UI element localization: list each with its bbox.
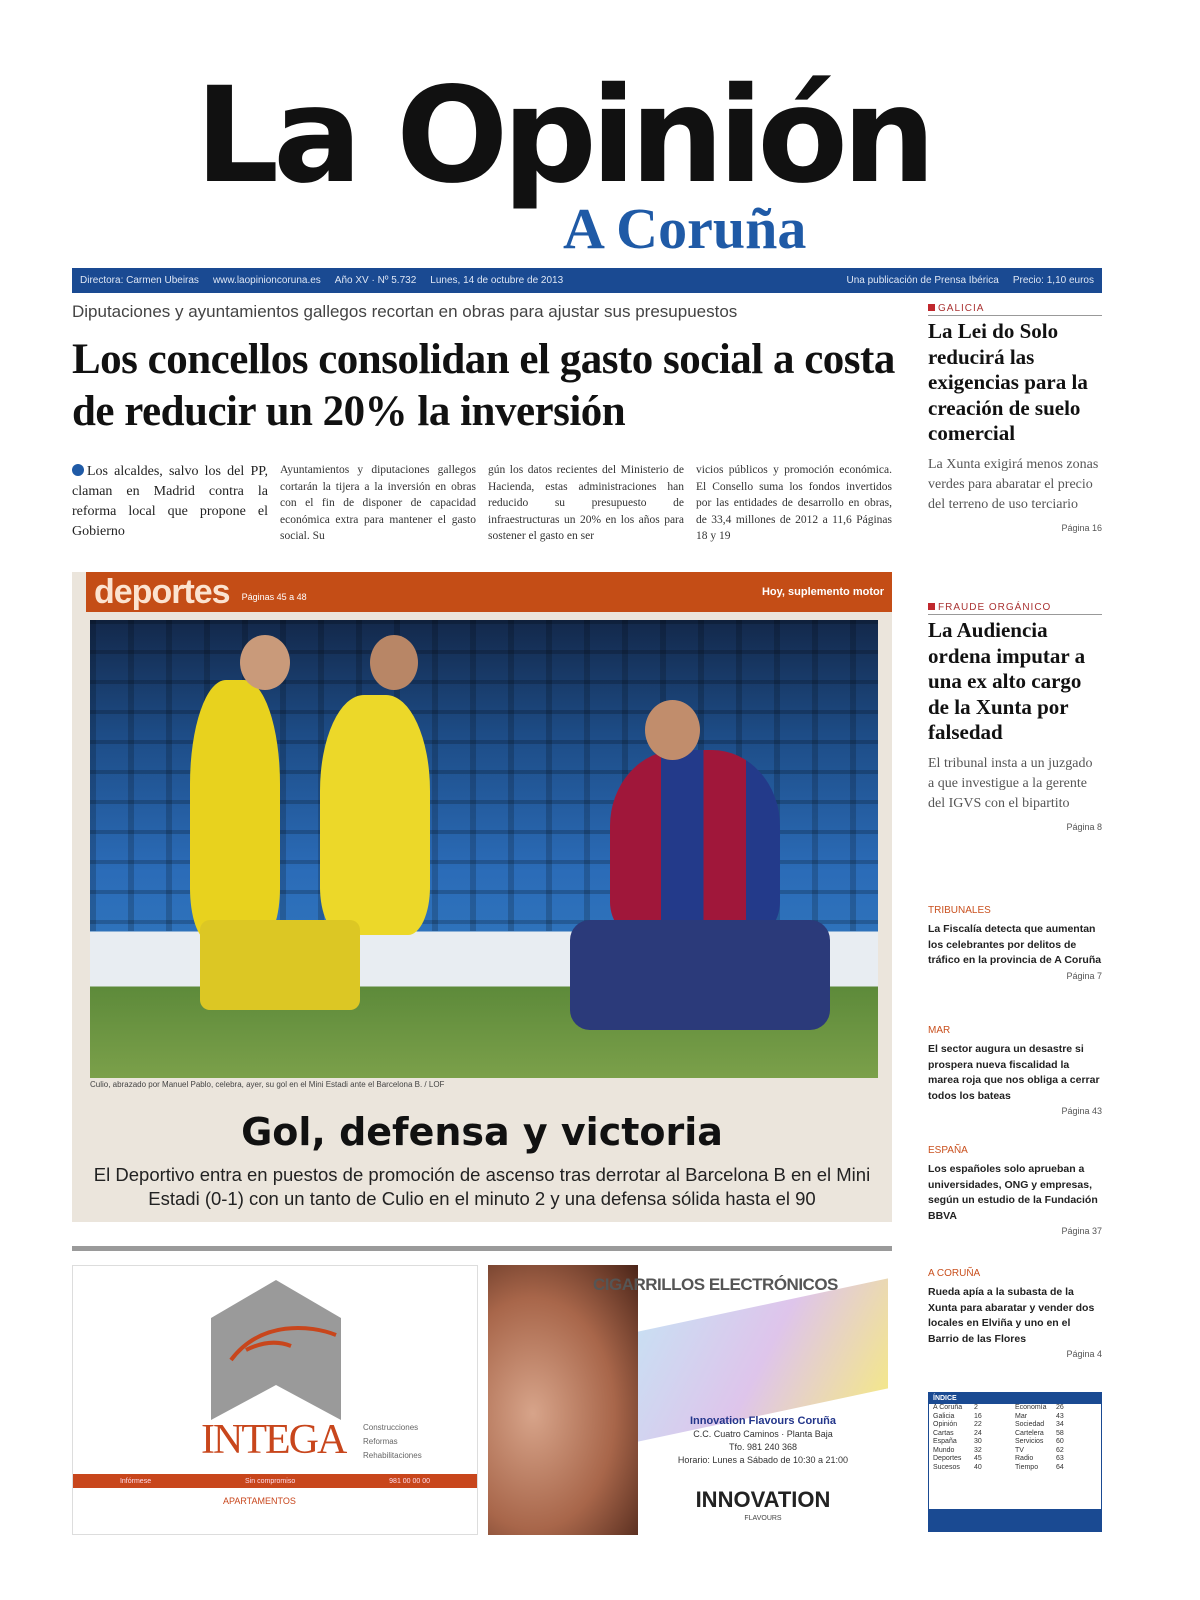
story-summary: El tribunal insta a un juzgado a que investigue a la gerente del IGVS con el bipartito	[928, 755, 1093, 811]
index-cell: 34	[1056, 1421, 1064, 1428]
ad-brand: INNOVATION	[695, 1487, 831, 1512]
index-cell: Servicios	[1015, 1438, 1044, 1445]
index-cell: Cartelera	[1015, 1429, 1044, 1437]
index-cell: Mar	[1015, 1412, 1028, 1420]
ad-intega[interactable]	[72, 1265, 478, 1535]
index-cell: 24	[974, 1429, 982, 1437]
page-ref: Página 8	[1066, 821, 1102, 832]
shop-phone: Tfo. 981 240 368	[728, 1442, 798, 1452]
brief-text: El sector augura un desastre si prospera nueva fiscalidad la marea roja que nos obliga a cerrar todos los bateas	[928, 1043, 1100, 1102]
index-row	[929, 1430, 1101, 1439]
index-cell: Sucesos	[933, 1463, 960, 1471]
brief[interactable]	[928, 1025, 1102, 1116]
index-row	[929, 1404, 1101, 1413]
story-summary: La Xunta exigirá menos zonas verdes para abaratar el precio del terreno de uso terciario	[928, 456, 1099, 512]
ad-innovation-flavours[interactable]	[488, 1265, 892, 1535]
brief[interactable]	[928, 1145, 1102, 1236]
index-cell: Opinión	[933, 1421, 958, 1428]
sports-section-bar	[86, 572, 892, 612]
shop-name: Innovation Flavours Coruña	[689, 1415, 837, 1427]
index-cell: 62	[1056, 1446, 1064, 1454]
photo-caption: Culio, abrazado por Manuel Pablo, celebra, ayer, su gol en el Mini Estadi ante el Barcelona B. / LOF	[90, 1080, 445, 1089]
brief-section: A CORUÑA	[928, 1268, 981, 1279]
page-ref: Página 43	[1061, 1106, 1102, 1116]
ad-strip-text: 981 00 00 00	[389, 1477, 431, 1485]
index-cell: TV	[1015, 1446, 1024, 1454]
date: Lunes, 14 de octubre de 2013	[430, 275, 564, 286]
index-cell: 30	[974, 1438, 982, 1445]
publisher-note: Una publicación de Prensa Ibérica	[846, 275, 999, 286]
index-cell: Radio	[1015, 1455, 1034, 1462]
lead-body	[72, 462, 892, 545]
page-ref: Página 7	[1066, 970, 1102, 981]
ad-strip-text: Sin compromiso	[245, 1477, 296, 1485]
index-cell: Deportes	[933, 1455, 962, 1462]
index-cell: 45	[974, 1455, 982, 1462]
story-headline: La Audiencia ordena imputar a una ex alto cargo de la Xunta por falsedad	[928, 618, 1086, 744]
body-column: gún los datos recientes del Ministerio de Hacienda, estas administraciones han reducido su presupuesto de infraestructuras un 20% en los años para sostener el gasto en ser	[488, 464, 684, 542]
brief-section: TRIBUNALES	[928, 905, 991, 916]
index-cell: España	[933, 1438, 957, 1445]
intega-brand: INTEGA	[201, 1417, 346, 1463]
sidebar-story[interactable]	[928, 602, 1102, 832]
info-bar	[72, 268, 1102, 293]
index-row	[929, 1455, 1101, 1464]
sports-subhead: El Deportivo entra en puestos de promoción de ascenso tras derrotar al Barcelona B en el Mini Estadi (0-1) con un tanto de Culio en el minuto 2 y una defensa sólida hasta el 90	[93, 1164, 871, 1209]
page-ref: Página 37	[1061, 1226, 1102, 1236]
sports-pages: Páginas 45 a 48	[241, 592, 307, 602]
lead-summary: Los alcaldes, salvo los del PP, claman en Madrid contra la reforma local que propone el Gobierno	[72, 464, 268, 539]
brief[interactable]	[928, 1268, 1102, 1359]
sports-photo	[90, 620, 878, 1078]
section-label: GALICIA	[928, 303, 1102, 316]
issue-number: Año XV · Nº 5.732	[334, 275, 417, 286]
body-column: Ayuntamientos y diputaciones gallegos cortarán la tijera a la inversión en obras con el fin de disponer de capacidad económica extra para mantener el gasto social. Su	[280, 464, 476, 542]
ad-item: Construcciones	[363, 1423, 419, 1432]
index-cell: 2	[974, 1404, 978, 1411]
shop-hours: Horario: Lunes a Sábado de 10:30 a 21:00	[677, 1455, 849, 1465]
ad-brand-sub: FLAVOURS	[744, 1515, 782, 1522]
sidebar-story[interactable]	[928, 303, 1102, 533]
lead-headline[interactable]: Los concellos consolidan el gasto social a costa de reducir un 20% la inversión	[72, 336, 895, 435]
index-row	[929, 1438, 1101, 1447]
index-title: ÍNDICE	[929, 1393, 1101, 1404]
index-cell: 64	[1056, 1463, 1064, 1471]
director: Directora: Carmen Ubeiras	[80, 275, 199, 286]
masthead-title: La Opinión	[195, 59, 930, 213]
index-cell: A Coruña	[933, 1404, 963, 1411]
page-ref: Página 4	[1066, 1349, 1102, 1359]
section-marker-icon	[928, 603, 935, 610]
section-label: FRAUDE ORGÁNICO	[928, 602, 1102, 615]
index-box	[928, 1392, 1102, 1532]
index-cell: 26	[1056, 1404, 1064, 1411]
ad-footer: APARTAMENTOS	[223, 1496, 296, 1506]
brief-section: MAR	[928, 1025, 951, 1036]
supplement-promo: Hoy, suplemento motor	[761, 586, 884, 598]
website-link[interactable]: www.laopinioncoruna.es	[212, 275, 321, 286]
story-headline: La Lei do Solo reducirá las exigencias para la creación de suelo comercial	[928, 319, 1088, 445]
body-column: vicios públicos y promoción económica. El Consello suma los fondos invertidos por las entidades de desarrollo en obras, de 33,4 millones de 2012 a 11,6 Páginas 18 y 19	[696, 464, 892, 542]
index-row	[929, 1413, 1101, 1422]
index-cell: 43	[1056, 1412, 1064, 1420]
index-cell: Galicia	[933, 1412, 955, 1420]
ad-photo	[488, 1265, 638, 1535]
index-cell: 32	[974, 1446, 982, 1454]
shop-address: C.C. Cuatro Caminos · Planta Baja	[693, 1429, 833, 1439]
divider	[72, 1246, 892, 1251]
index-cell: 40	[974, 1463, 982, 1471]
masthead-edition: A Coruña	[563, 196, 807, 261]
bullet-icon	[72, 464, 84, 476]
index-cell: 63	[1056, 1455, 1064, 1462]
ad-item: Rehabilitaciones	[363, 1451, 422, 1460]
index-cell: Cartas	[933, 1429, 954, 1437]
index-cell: 60	[1056, 1438, 1064, 1445]
index-cell: 16	[974, 1412, 982, 1420]
ad-item: Reformas	[363, 1437, 398, 1446]
brief-text: La Fiscalía detecta que aumentan los celebrantes por delitos de tráfico en la provincia de A Coruña	[928, 923, 1102, 966]
ad-title: CIGARRILLOS ELECTRÓNICOS	[593, 1275, 838, 1294]
brief-text: Los españoles solo aprueban a universidades, ONG y empresas, según un estudio de la Fundación BBVA	[928, 1163, 1098, 1222]
ad-strip-text: Infórmese	[119, 1477, 152, 1485]
lead-kicker: Diputaciones y ayuntamientos gallegos recortan en obras para ajustar sus presupuestos	[72, 302, 738, 321]
section-marker-icon	[928, 304, 935, 311]
sports-section-title: deportes	[94, 572, 230, 611]
index-row	[929, 1464, 1101, 1473]
page-ref: Página 16	[1061, 522, 1102, 533]
price: Precio: 1,10 euros	[1012, 275, 1094, 286]
index-cell: 22	[974, 1421, 982, 1428]
brief[interactable]	[928, 905, 1102, 981]
brief-text: Rueda apía a la subasta de la Xunta para abaratar y vender dos locales en Elviña y uno en el Barrio de las Flores	[928, 1286, 1095, 1345]
index-row	[929, 1421, 1101, 1430]
index-cell: Tiempo	[1015, 1463, 1039, 1471]
index-cell: Economía	[1015, 1404, 1047, 1411]
index-cell: Sociedad	[1015, 1421, 1045, 1428]
index-cell: Mundo	[933, 1446, 955, 1454]
index-cell: 58	[1056, 1429, 1064, 1437]
intega-logo-icon	[211, 1280, 341, 1420]
brief-section: ESPAÑA	[928, 1145, 968, 1156]
sports-headline[interactable]: Gol, defensa y victoria	[241, 1110, 723, 1154]
index-row	[929, 1447, 1101, 1456]
